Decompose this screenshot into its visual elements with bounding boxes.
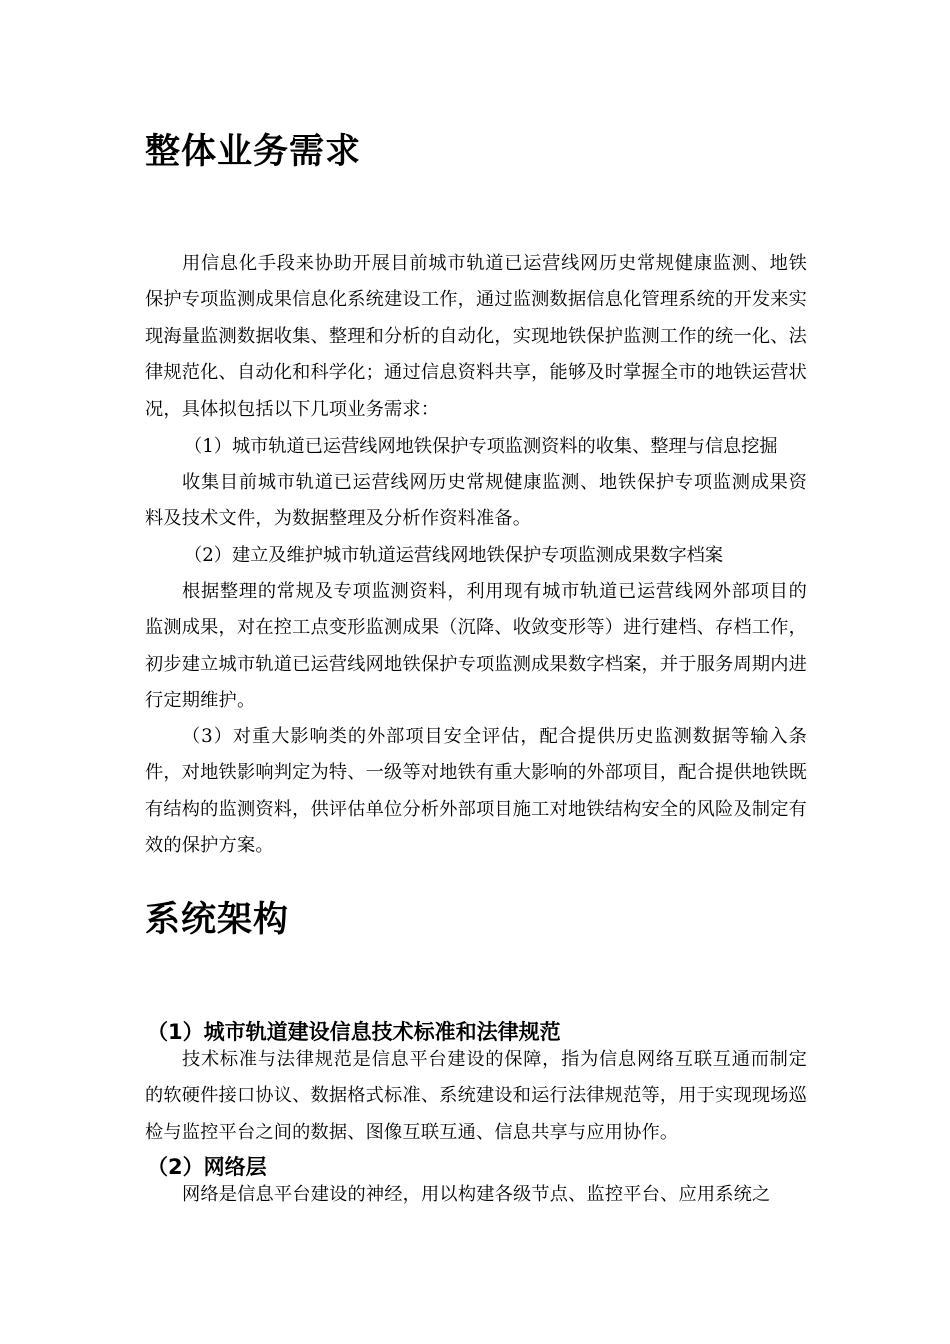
item2-heading: （2）建立及维护城市轨道运营线网地铁保护专项监测成果数字档案 — [184, 545, 724, 566]
network-layer-paragraph: 网络是信息平台建设的神经，用以构建各级节点、监控平台、应用系统之 — [182, 1184, 771, 1205]
item1-paragraph: 收集目前城市轨道已运营线网历史常规健康监测、地铁保护专项监测成果资料及技术文件，为数据整理及分析作资料准备。 — [145, 472, 807, 530]
item1-heading: （1）城市轨道已运营线网地铁保护专项监测资料的收集、整理与信息挖掘 — [184, 436, 778, 457]
subsection-heading-network-layer: （2）网络层 — [147, 1155, 267, 1179]
subsection-heading-standards: （1）城市轨道建设信息技术标准和法律规范 — [147, 1020, 561, 1044]
item2-paragraph: 根据整理的常规及专项监测资料，利用现有城市轨道已运营线网外部项目的监测成果，对在控工点变形监测成果（沉降、收敛变形等）进行建档、存档工作，初步建立城市轨道已运营线网地铁保护专项监测成果数字档案，并于服务周期内进行定期维护。 — [145, 581, 807, 712]
standards-paragraph: 技术标准与法律规范是信息平台建设的保障，指为信息网络互联互通而制定的软硬件接口协议、数据格式标准、系统建设和运行法律规范等，用于实现现场巡检与监控平台之间的数据、图像互联互通、信息共享与应用协作。 — [145, 1049, 807, 1143]
section-title-business-requirements: 整体业务需求 — [145, 132, 362, 172]
section-title-system-architecture: 系统架构 — [145, 900, 290, 940]
intro-paragraph: 用信息化手段来协助开展目前城市轨道已运营线网历史常规健康监测、地铁保护专项监测成果信息化系统建设工作，通过监测数据信息化管理系统的开发来实现海量监测数据收集、整理和分析的自动化，实现地铁保护监测工作的统一化、法律规范化、自动化和科学化；通过信息资料共享，能够及时掌握全市的地铁运营状况，具体拟包括以下几项业务需求： — [145, 253, 807, 420]
item3-paragraph: （3）对重大影响类的外部项目安全评估，配合提供历史监测数据等输入条件，对地铁影响判定为特、一级等对地铁有重大影响的外部项目，配合提供地铁既有结构的监测资料，供评估单位分析外部项目施工对地铁结构安全的风险及制定有效的保护方案。 — [145, 726, 807, 857]
